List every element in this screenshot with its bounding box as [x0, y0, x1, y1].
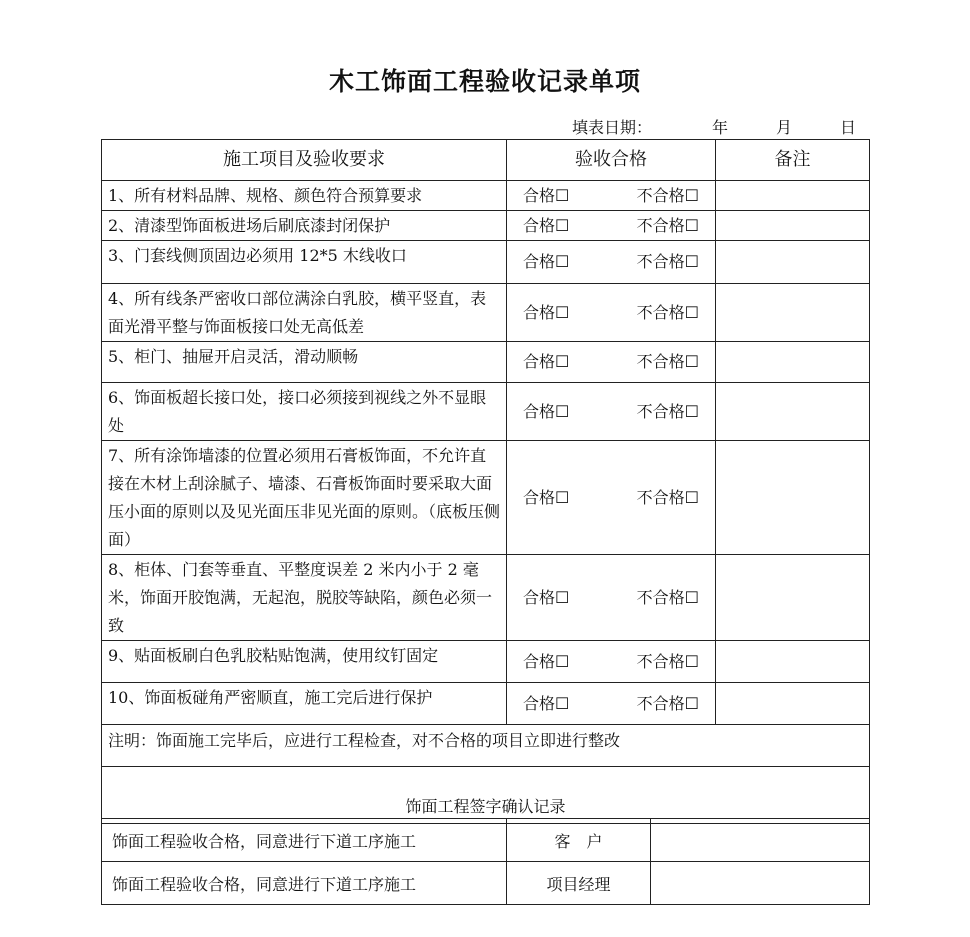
- item-requirement: 9、贴面板刷白色乳胶粘贴饱满，使用纹钉固定: [102, 641, 507, 683]
- fail-checkbox[interactable]: 不合格☐: [636, 215, 699, 235]
- remark-cell[interactable]: [716, 284, 870, 342]
- check-cell: [507, 441, 716, 555]
- remark-cell[interactable]: [716, 683, 870, 725]
- pass-checkbox[interactable]: 合格☐: [523, 302, 570, 322]
- signature-table: [101, 818, 870, 905]
- table-row: [102, 441, 870, 555]
- pass-checkbox[interactable]: 合格☐: [523, 487, 570, 507]
- date-line: [572, 115, 856, 138]
- check-cell: [507, 211, 716, 241]
- fail-checkbox[interactable]: 不合格☐: [636, 252, 699, 271]
- check-cell: [507, 683, 716, 725]
- remark-cell[interactable]: [716, 342, 870, 383]
- check-cell: [507, 284, 716, 342]
- item-requirement: 1、所有材料品牌、规格、颜色符合预算要求: [102, 181, 507, 211]
- page-title: 木工饰面工程验收记录单项: [328, 67, 641, 96]
- remark-cell[interactable]: [716, 383, 870, 441]
- fail-checkbox[interactable]: 不合格☐: [636, 401, 699, 421]
- note-text: 注明：饰面施工完毕后，应进行工程检查，对不合格的项目立即进行整改: [102, 725, 870, 767]
- table-row: [102, 555, 870, 641]
- fail-checkbox[interactable]: 不合格☐: [636, 651, 699, 671]
- check-cell: [507, 181, 716, 211]
- signature-row: [102, 819, 870, 862]
- signature-statement: 饰面工程验收合格，同意进行下道工序施工: [102, 819, 507, 862]
- signature-title-row: [102, 767, 870, 824]
- table-row: [102, 241, 870, 284]
- header-items: 施工项目及验收要求: [102, 140, 507, 181]
- remark-cell[interactable]: [716, 241, 870, 284]
- note-row: [102, 725, 870, 767]
- fail-checkbox[interactable]: 不合格☐: [636, 693, 699, 713]
- signature-statement: 饰面工程验收合格，同意进行下道工序施工: [102, 862, 507, 905]
- pass-checkbox[interactable]: 合格☐: [523, 651, 570, 671]
- fail-checkbox[interactable]: 不合格☐: [636, 587, 699, 607]
- table-row: [102, 383, 870, 441]
- check-cell: [507, 241, 716, 284]
- date-label: 填表日期：: [572, 118, 653, 137]
- remark-cell[interactable]: [716, 181, 870, 211]
- date-day: 日: [840, 118, 857, 137]
- signature-role: 项目经理: [507, 862, 651, 905]
- fail-checkbox[interactable]: 不合格☐: [636, 352, 699, 371]
- remark-cell[interactable]: [716, 211, 870, 241]
- remark-cell[interactable]: [716, 555, 870, 641]
- item-requirement: 4、所有线条严密收口部位满涂白乳胶，横平竖直，表面光滑平整与饰面板接口处无高低差: [102, 284, 507, 342]
- check-cell: [507, 641, 716, 683]
- fail-checkbox[interactable]: 不合格☐: [636, 487, 699, 507]
- pass-checkbox[interactable]: 合格☐: [523, 185, 570, 205]
- pass-checkbox[interactable]: 合格☐: [523, 352, 570, 371]
- signature-row: [102, 862, 870, 905]
- remark-cell[interactable]: [716, 441, 870, 555]
- table-row: [102, 284, 870, 342]
- table-row: [102, 211, 870, 241]
- item-requirement: 3、门套线侧顶固边必须用 12*5 木线收口: [102, 241, 507, 284]
- pass-checkbox[interactable]: 合格☐: [523, 252, 570, 271]
- signature-section-title: 饰面工程签字确认记录: [102, 767, 870, 824]
- header-check: 验收合格: [507, 140, 716, 181]
- pass-checkbox[interactable]: 合格☐: [523, 215, 570, 235]
- item-requirement: 8、柜体、门套等垂直、平整度误差 2 米内小于 2 毫米，饰面开胶饱满，无起泡，脱胶等缺陷，颜色必须一致: [102, 555, 507, 641]
- item-requirement: 5、柜门、抽屉开启灵活，滑动顺畅: [102, 342, 507, 383]
- pass-checkbox[interactable]: 合格☐: [523, 587, 570, 607]
- remark-cell[interactable]: [716, 641, 870, 683]
- date-month: 月: [776, 118, 793, 137]
- signature-role: 客 户: [507, 819, 651, 862]
- pass-checkbox[interactable]: 合格☐: [523, 401, 570, 421]
- inspection-table: [101, 139, 870, 824]
- check-cell: [507, 342, 716, 383]
- fail-checkbox[interactable]: 不合格☐: [636, 302, 699, 322]
- table-row: [102, 342, 870, 383]
- item-requirement: 10、饰面板碰角严密顺直，施工完后进行保护: [102, 683, 507, 725]
- table-row: [102, 683, 870, 725]
- table-row: [102, 641, 870, 683]
- item-requirement: 7、所有涂饰墙漆的位置必须用石膏板饰面，不允许直接在木材上刮涂腻子、墙漆、石膏板饰面时要采取大面压小面的原则以及见光面压非见光面的原则。（底板压侧面）: [102, 441, 507, 555]
- item-requirement: 2、清漆型饰面板进场后刷底漆封闭保护: [102, 211, 507, 241]
- table-row: [102, 181, 870, 211]
- fail-checkbox[interactable]: 不合格☐: [636, 185, 699, 205]
- check-cell: [507, 555, 716, 641]
- date-year: 年: [712, 118, 729, 137]
- pass-checkbox[interactable]: 合格☐: [523, 693, 570, 713]
- check-cell: [507, 383, 716, 441]
- signature-field[interactable]: [651, 819, 870, 862]
- header-remark: 备注: [716, 140, 870, 181]
- item-requirement: 6、饰面板超长接口处，接口必须接到视线之外不显眼处: [102, 383, 507, 441]
- table-header-row: [102, 140, 870, 181]
- signature-field[interactable]: [651, 862, 870, 905]
